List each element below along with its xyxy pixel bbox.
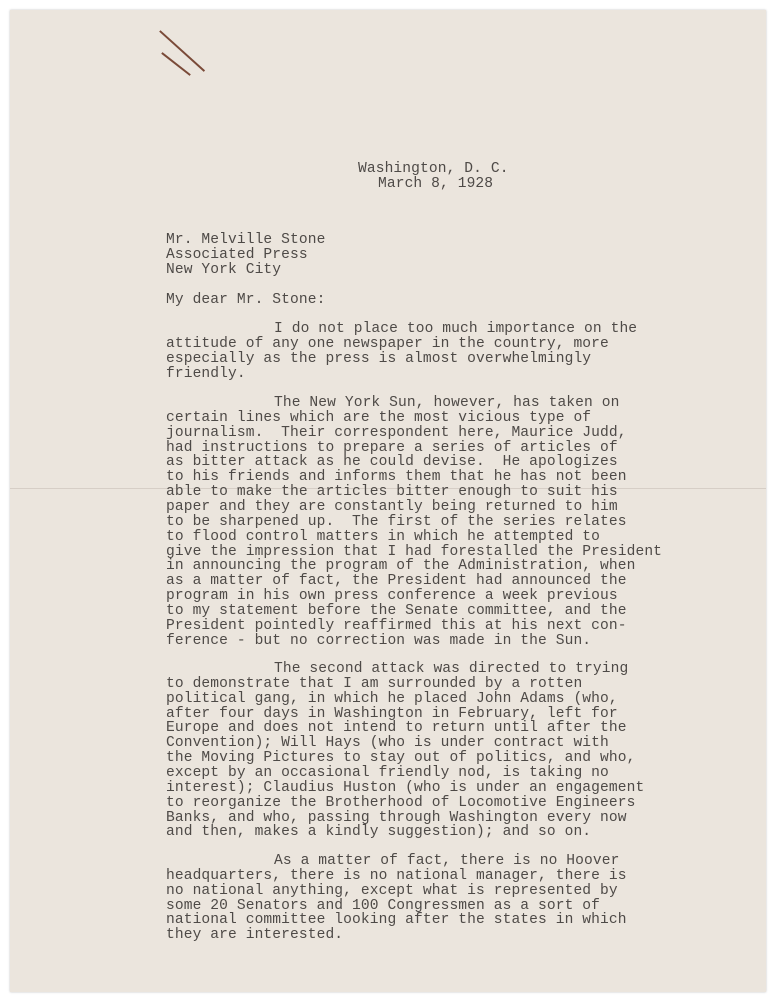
paragraph-line: no national anything, except what is represented by <box>166 882 618 899</box>
paragraph-line: attitude of any one newspaper in the country, more <box>166 335 609 352</box>
paragraph-line: certain lines which are the most vicious type of <box>166 409 592 426</box>
paragraph-line: national committee looking after the states in which <box>166 912 627 929</box>
paragraph-line: friendly. <box>166 365 246 382</box>
address-line: New York City <box>166 262 282 278</box>
address-line: Mr. Melville Stone <box>166 232 326 248</box>
paragraph-line: The second attack was directed to trying <box>274 661 629 677</box>
paragraph-line: except by an occasional friendly nod, is taking no <box>166 764 609 781</box>
paragraph-line: interest); Claudius Huston (who is under an engagement <box>166 779 645 796</box>
paragraph-line: and then, makes a kindly suggestion); and so on. <box>166 824 592 841</box>
paragraph-line: The New York Sun, however, has taken on <box>274 395 620 411</box>
paragraph-line: in announcing the program of the Administration, when <box>166 558 636 575</box>
paragraph-line: political gang, in which he placed John Adams (who, <box>166 690 618 707</box>
paragraph-line: after four days in Washington in February, left for <box>166 705 618 722</box>
paragraph-line: headquarters, there is no national manager, there is <box>166 867 627 884</box>
paragraph-line: Europe and does not intend to return until after the <box>166 720 627 737</box>
paragraph-line: the Moving Pictures to stay out of politics, and who, <box>166 750 636 767</box>
paragraph-line: had instructions to prepare a series of articles of <box>166 439 618 456</box>
paragraph-line: as a matter of fact, the President had announced the <box>166 573 627 590</box>
paragraph-line: to my statement before the Senate committee, and the <box>166 602 627 619</box>
paragraph-line: to reorganize the Brotherhood of Locomotive Engineers <box>166 794 636 811</box>
ink-mark <box>159 30 205 71</box>
paragraph-line: able to make the articles bitter enough to suit his <box>166 484 618 501</box>
paragraph-line: give the impression that I had forestalled the President <box>166 543 663 560</box>
paragraph-line: paper and they are constantly being returned to him <box>166 498 618 515</box>
paragraph-line: Convention); Will Hays (who is under contract with <box>166 735 609 752</box>
paragraph-line: As a matter of fact, there is no Hoover <box>274 853 620 869</box>
paragraph-line: to his friends and informs them that he has not been <box>166 469 627 486</box>
address-line: Associated Press <box>166 247 308 263</box>
paragraph-line: especially as the press is almost overwhelmingly <box>166 350 592 367</box>
paragraph-line: Banks, and who, passing through Washington every now <box>166 809 627 826</box>
paragraph-line: to be sharpened up. The first of the series relates <box>166 513 627 530</box>
paragraph-line: they are interested. <box>166 927 344 944</box>
paragraph-line: program in his own press conference a week previous <box>166 588 618 605</box>
paragraph-line: I do not place too much importance on the <box>274 321 638 337</box>
salutation: My dear Mr. Stone: <box>166 292 326 308</box>
paragraph-line: as bitter attack as he could devise. He apologizes <box>166 454 618 471</box>
paragraph-line: to flood control matters in which he attempted to <box>166 528 601 545</box>
paragraph-line: to demonstrate that I am surrounded by a rotten <box>166 675 583 692</box>
paragraph-line: journalism. Their correspondent here, Maurice Judd, <box>166 424 627 441</box>
paragraph-line: some 20 Senators and 100 Congressmen as a sort of <box>166 897 601 914</box>
paragraph-line: President pointedly reaffirmed this at his next con- <box>166 617 627 634</box>
letter-place: Washington, D. C. <box>358 161 509 177</box>
letter-date: March 8, 1928 <box>378 176 494 192</box>
paragraph-line: ference - but no correction was made in the Sun. <box>166 632 592 649</box>
